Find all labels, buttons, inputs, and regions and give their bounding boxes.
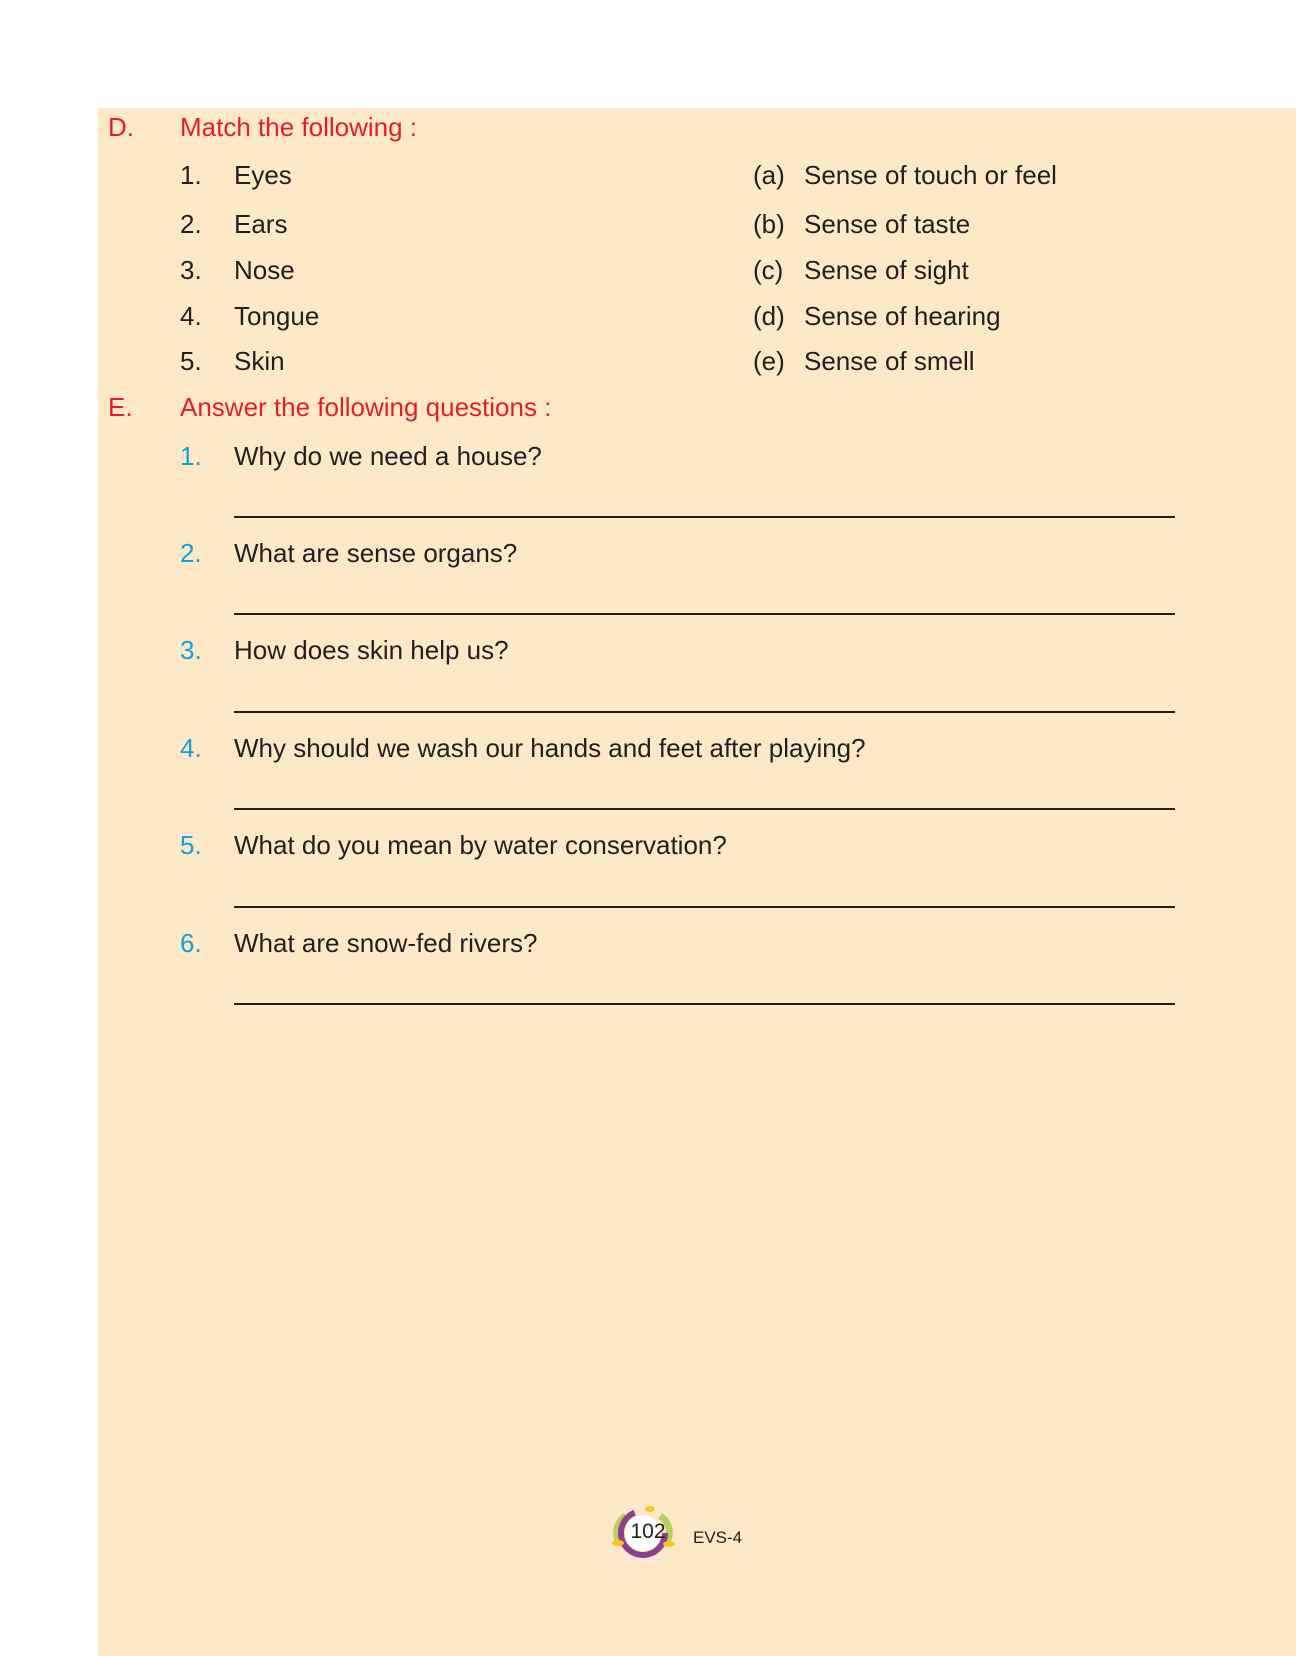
question-number: 3. (180, 635, 202, 665)
match-right-label: (b) (753, 209, 785, 239)
match-right-item: Sense of smell (804, 346, 975, 376)
match-left-number: 2. (180, 209, 202, 239)
question-number: 2. (180, 538, 202, 568)
match-left-item: Tongue (234, 301, 320, 331)
answer-line[interactable] (234, 906, 1175, 908)
question-number: 1. (180, 441, 202, 471)
page-panel (98, 108, 1296, 1656)
question-text: What do you mean by water conservation? (234, 830, 727, 860)
answer-line[interactable] (234, 1003, 1175, 1005)
match-left-number: 4. (180, 301, 202, 331)
match-right-label: (c) (753, 255, 784, 285)
question-number: 5. (180, 830, 202, 860)
match-right-item: Sense of hearing (804, 301, 1001, 331)
match-right-item: Sense of touch or feel (804, 160, 1057, 190)
match-left-number: 3. (180, 255, 202, 285)
match-right-item: Sense of taste (804, 209, 971, 239)
match-right-item: Sense of sight (804, 255, 969, 285)
match-right-label: (e) (753, 346, 785, 376)
question-text: Why do we need a house? (234, 441, 542, 471)
section-d-title: Match the following : (180, 112, 418, 142)
answer-line[interactable] (234, 711, 1175, 713)
page-number: 102 (630, 1520, 666, 1543)
section-e-letter: E. (108, 392, 133, 422)
question-number: 6. (180, 928, 202, 958)
section-d-letter: D. (108, 112, 134, 142)
match-right-label: (a) (753, 160, 785, 190)
answer-line[interactable] (234, 613, 1175, 615)
match-left-item: Nose (234, 255, 295, 285)
match-right-label: (d) (753, 301, 785, 331)
match-left-item: Skin (234, 346, 285, 376)
question-text: Why should we wash our hands and feet after playing? (234, 733, 866, 763)
question-text: What are snow-fed rivers? (234, 928, 538, 958)
match-left-item: Eyes (234, 160, 292, 190)
match-left-item: Ears (234, 209, 288, 239)
answer-line[interactable] (234, 516, 1175, 518)
book-code: EVS-4 (693, 1528, 743, 1547)
section-e-title: Answer the following questions : (180, 392, 552, 422)
match-left-number: 5. (180, 346, 202, 376)
question-text: How does skin help us? (234, 635, 509, 665)
question-number: 4. (180, 733, 202, 763)
match-left-number: 1. (180, 160, 202, 190)
answer-line[interactable] (234, 808, 1175, 810)
question-text: What are sense organs? (234, 538, 518, 568)
